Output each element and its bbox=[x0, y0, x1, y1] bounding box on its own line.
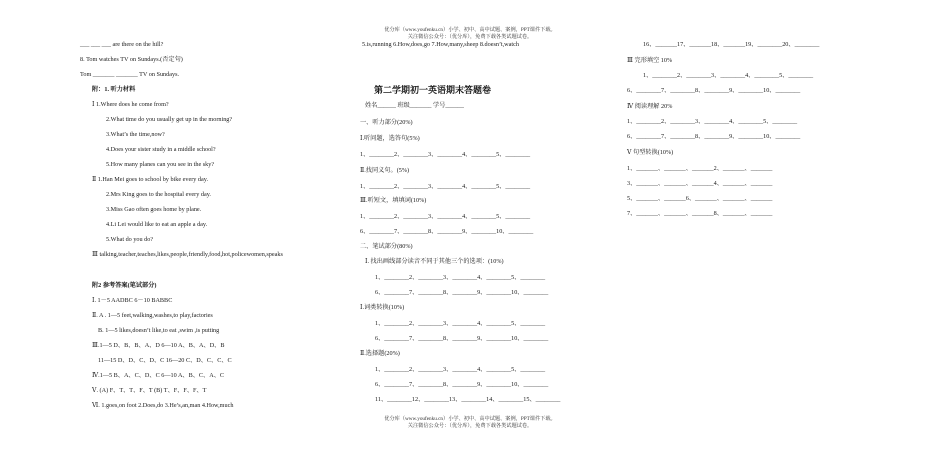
answer-line: Ⅳ.1—5 B、A、C、D、C 6—10 A、B、C、A、C bbox=[92, 372, 225, 379]
footer-line-1: 优分库（www.youfenku.cn）小学、初中、高中试题、案例，PPT课件下载。 bbox=[384, 416, 556, 422]
sub-heading: Ⅰ.听问题，选答句(5%) bbox=[360, 135, 420, 142]
answer-line: Ⅲ.1—5 D、B、B、A、D 6—10 A、B、A、D、B bbox=[92, 342, 225, 349]
answer-line: 5.is,running 6.How,does,go 7.How,many,sheep 8.doesn’t,watch bbox=[362, 41, 519, 48]
blank-line: 11、________12、________13、________14、________15、________ bbox=[375, 396, 561, 403]
section-heading: 一、听力部分(20%) bbox=[360, 119, 413, 126]
footer-line-2: 关注微信公众号：（优分库），免费下载各类试题试卷。 bbox=[407, 423, 533, 429]
blank-line: 1、_______、_______、_______2、_______、_______ bbox=[627, 165, 773, 172]
blank-line: 1、________2、________3、________4、________5、________ bbox=[627, 118, 798, 125]
answer-line: Ⅱ. A . 1—5 feet,walking,washes,to play,factories bbox=[92, 312, 213, 319]
text-line: Ⅲ talking,teacher,teaches,likes,people,friendly,food,hot,policewomen,speaks bbox=[92, 251, 283, 258]
blank-line: 7、_______、_______、_______8、_______、_______ bbox=[627, 210, 773, 217]
blank-line: 6、________7、________8、________9、________10、________ bbox=[627, 87, 801, 94]
text-line: ___ ___ ___ are there on the hill? bbox=[80, 41, 164, 48]
blank-line: 1、________2、________3、________4、________5、________ bbox=[360, 183, 531, 190]
blank-line: 16、_______17、_______18、_______19、________20、________ bbox=[643, 41, 820, 48]
text-line: 5.What do you do? bbox=[106, 236, 154, 243]
text-line: Ⅱ 1.Han Mei goes to school by bike every day. bbox=[92, 176, 209, 183]
sub-heading: Ⅳ 阅读理解 20% bbox=[627, 103, 673, 110]
header-line-1: 优分库（www.youfenku.cn）小学、初中、高中试题、案例，PPT课件下载。 bbox=[384, 27, 556, 33]
sub-heading: Ⅱ.选择题(20%) bbox=[360, 350, 400, 357]
blank-line: 6、________7、________8、________9、________10、________ bbox=[627, 133, 801, 140]
answer-line: B. 1—5 likes,doesn’t like,to eat ,swim ,is putting bbox=[98, 327, 220, 334]
sub-heading: Ⅲ 完形填空 10% bbox=[627, 57, 673, 64]
text-line: 2.What time do you usually get up in the morning? bbox=[106, 116, 233, 123]
text-line: Ⅰ 1.Where does he come from? bbox=[92, 101, 169, 108]
header-line-2: 关注微信公众号：（优分库），免费下载各类试题试卷。 bbox=[407, 34, 533, 40]
answer-line: 11—15 D、D、C、D、C 16—20 C、D、C、C、C bbox=[98, 357, 232, 364]
text-line: 2.Mrs King goes to the hospital every day. bbox=[106, 191, 211, 198]
text-line: 8. Tom watches TV on Sundays.(否定句) bbox=[80, 56, 183, 63]
student-info-line: 姓名______ 班级_______ 学号______ bbox=[365, 102, 464, 109]
blank-line: 1、________2、________3、________4、________5、________ bbox=[360, 213, 531, 220]
sub-heading: Ⅲ.听短文，填填词(10%) bbox=[360, 197, 427, 204]
text-line: 5.How many planes can you see in the sky? bbox=[106, 161, 215, 168]
blank-line: 5、_______、_______6、_______、_______、_______ bbox=[627, 195, 773, 202]
text-line: 3.Miss Gao often goes home by plane. bbox=[106, 206, 202, 213]
sub-heading: Ⅱ.找同义句。(5%) bbox=[360, 167, 410, 174]
answer-line: Ⅰ. 1－5 AADBC 6－10 BABBC bbox=[92, 297, 173, 304]
blank-line: 1、________2、________3、________4、________5、________ bbox=[375, 320, 546, 327]
section-heading: 附2 参考答案(笔试部分) bbox=[92, 282, 157, 289]
page-title: 第二学期初一英语期末答题卷 bbox=[374, 85, 492, 95]
blank-line: 1、________2、________3、________4、________5、________ bbox=[375, 274, 546, 281]
section-heading: 二、笔试部分(80%) bbox=[360, 243, 413, 250]
text-line: Tom _______ _______ TV on Sundays. bbox=[80, 71, 180, 78]
blank-line: 6、________7、________8、________9、________10、________ bbox=[375, 289, 549, 296]
text-line: 3.What’s the time,now? bbox=[106, 131, 165, 138]
answer-line: Ⅴ. (A) F、T、T、F、T (B) T、F、F、F、T bbox=[92, 387, 207, 394]
section-heading: 附：1. 听力材料 bbox=[92, 86, 136, 93]
sub-heading: Ⅰ.词类转换(10%) bbox=[360, 304, 405, 311]
blank-line: 6、________7、________8、________9、________10、________ bbox=[375, 381, 549, 388]
blank-line: 1、________2、________3、________4、________5、________ bbox=[643, 72, 814, 79]
blank-line: 3、_______、_______、_______4、_______、_______ bbox=[627, 180, 773, 187]
blank-line: 1、________2、________3、________4、________5、________ bbox=[375, 366, 546, 373]
text-line: 4.Li Lei would like to eat an apple a day. bbox=[106, 221, 208, 228]
blank-line: 6、________7、________8、________9、________10、________ bbox=[375, 335, 549, 342]
blank-line: 1、________2、________3、________4、________5、________ bbox=[360, 151, 531, 158]
blank-line: 6、________7、________8、________9、________10、________ bbox=[360, 228, 534, 235]
sub-heading: Ⅴ 句型转换(10%) bbox=[627, 149, 674, 156]
answer-line: Ⅵ. 1.goes,on foot 2.Does,do 3.He’s,an,man 4.How,much bbox=[92, 402, 234, 409]
sub-heading: Ⅰ. 找出画线部分读音不同于其他三个的选项：(10%) bbox=[365, 258, 504, 265]
text-line: 4.Does your sister study in a middle school? bbox=[106, 146, 216, 153]
